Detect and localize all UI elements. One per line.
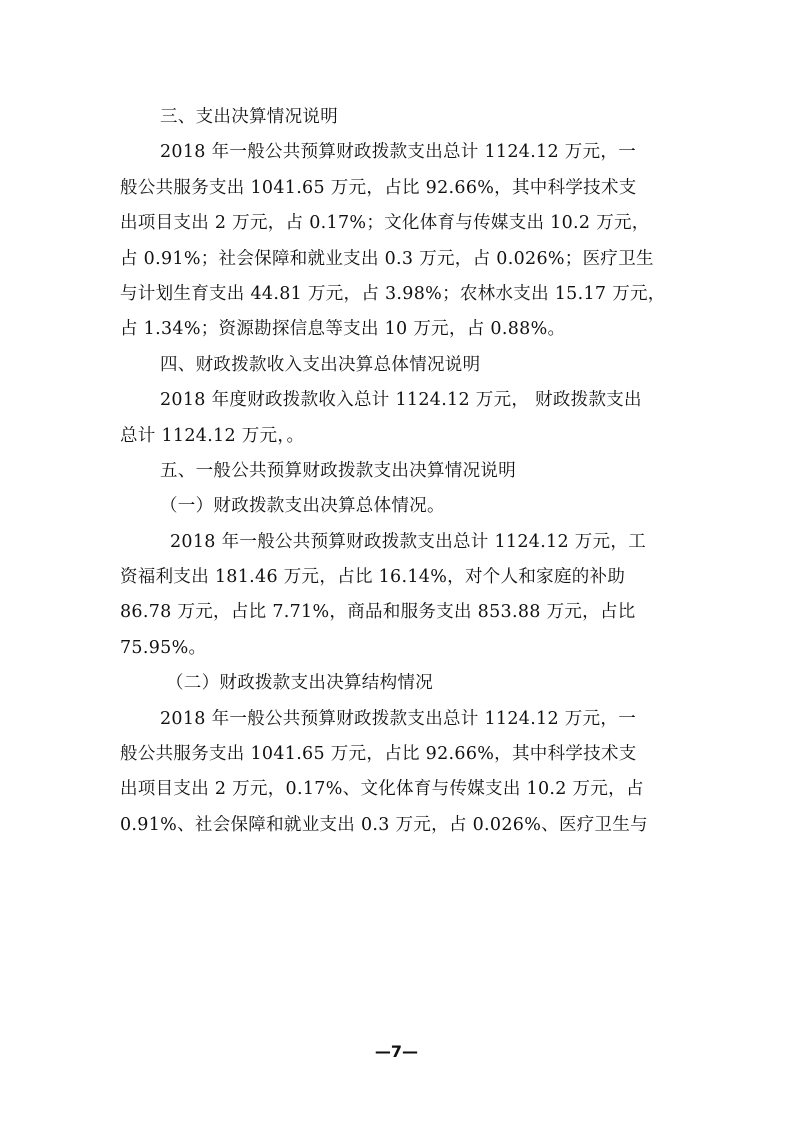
paragraph-line: 86.78 万元，占比 7.71%，商品和服务支出 853.88 万元，占比	[120, 602, 636, 623]
page-number: —7—	[374, 1042, 419, 1061]
subsection-heading-overall: （一）财政拨款支出决算总体情况。	[160, 496, 445, 517]
paragraph-line: 总计 1124.12 万元，。	[120, 425, 305, 446]
paragraph-line: 般公共服务支出 1041.65 万元，占比 92.66%，其中科学技术支	[120, 744, 637, 765]
paragraph-line: 占 0.91%；社会保障和就业支出 0.3 万元，占 0.026%；医疗卫生	[120, 248, 654, 269]
section-heading-general-budget: 五、一般公共预算财政拨款支出决算情况说明	[160, 460, 516, 481]
paragraph-line: 2018 年一般公共预算财政拨款支出总计 1124.12 万元，一	[160, 708, 636, 729]
body-text	[120, 100, 675, 843]
paragraph-line: 出项目支出 2 万元，0.17%、文化体育与传媒支出 10.2 万元，占	[120, 779, 644, 800]
paragraph-line: 2018 年一般公共预算财政拨款支出总计 1124.12 万元，一	[160, 142, 636, 163]
paragraph-line: 0.91%、社会保障和就业支出 0.3 万元，占 0.026%、医疗卫生与	[120, 814, 648, 835]
subsection-heading-structure: （二）财政拨款支出决算结构情况	[166, 673, 433, 694]
paragraph-line: 与计划生育支出 44.81 万元，占 3.98%；农林水支出 15.17 万元，	[120, 283, 666, 304]
paragraph-line: 2018 年一般公共预算财政拨款支出总计 1124.12 万元，工	[170, 531, 646, 552]
section-heading-revenue-expenditure: 四、财政拨款收入支出决算总体情况说明	[160, 354, 481, 375]
paragraph-line: 出项目支出 2 万元，占 0.17%；文化体育与传媒支出 10.2 万元，	[120, 213, 650, 234]
section-heading-expenditure: 三、支出决算情况说明	[160, 107, 338, 127]
paragraph-line: 2018 年度财政拨款收入总计 1124.12 万元， 财政拨款支出	[160, 390, 642, 411]
paragraph-line: 占 1.34%；资源勘探信息等支出 10 万元，占 0.88%。	[120, 319, 566, 340]
paragraph-line: 资福利支出 181.46 万元，占比 16.14%，对个人和家庭的补助	[120, 567, 626, 588]
paragraph-line: 75.95%。	[120, 637, 207, 658]
paragraph-line: 般公共服务支出 1041.65 万元，占比 92.66%，其中科学技术支	[120, 177, 637, 198]
